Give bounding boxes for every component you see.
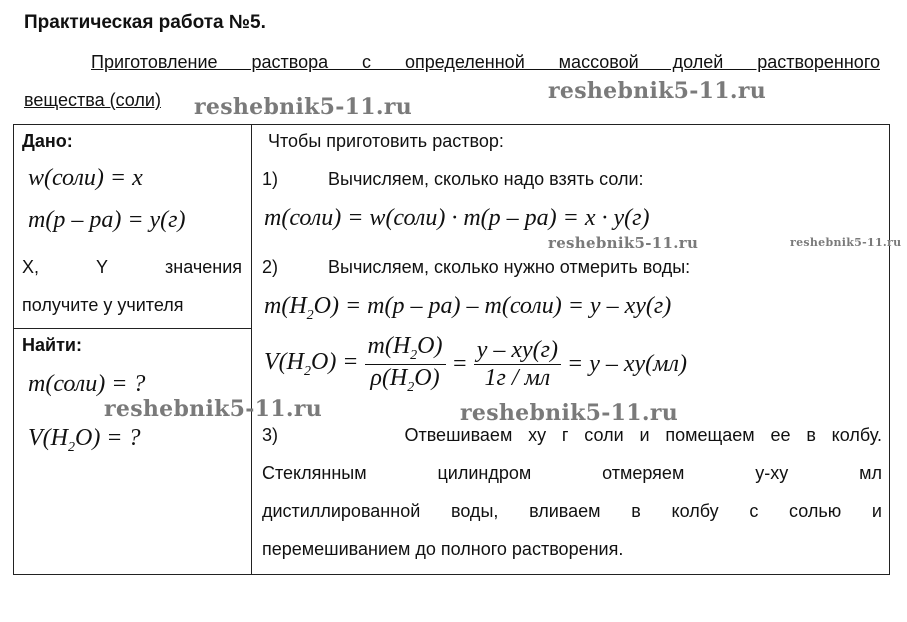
given-note-line2: получите у учителя [22, 295, 184, 315]
find-formula-water-volume: $V(H_2O)$ = ? [28, 425, 141, 455]
watermark: reshebnik5-11.ru [104, 396, 323, 422]
page-title: Практическая работа №5. [24, 12, 266, 33]
watermark: reshebnik5-11.ru [460, 400, 679, 426]
water-mass-over-density-fraction: $\frac{m(H_2O)}{\rho(H_2O)}$ [365, 333, 446, 396]
given-label: Дано: [22, 131, 73, 151]
find-formula-salt-mass: m(соли) = ? [28, 371, 146, 397]
solution-cell [252, 125, 890, 575]
watermark: reshebnik5-11.ru [790, 236, 902, 249]
step3-line2: Стеклянным цилиндром отмеряем y-xy мл [262, 463, 882, 483]
given-note-line1: X, Y значения [22, 257, 242, 277]
step2-water-mass-formula: $m(H_2O) = m(р - ра)$ – m(соли) = y – xy(г) [264, 293, 672, 323]
step2-water-volume-formula: $V(H_2O)$ = $\frac{m(H_2O)}{\rho(H_2O)}$ = $\frac{y - xy(г)}{1г / мл}$ = y – xy(мл) [264, 333, 687, 395]
step3-line4: перемешиванием до полного растворения. [262, 539, 624, 559]
step1-formula: m(соли) = w(соли) · m(р – ра) = x · y(г) [264, 205, 650, 231]
step1-number: 1) [262, 169, 279, 189]
find-cell [14, 329, 252, 575]
step2-text: Вычисляем, сколько нужно отмерить воды: [328, 257, 691, 277]
watermark: reshebnik5-11.ru [548, 78, 767, 104]
solution-intro: Чтобы приготовить раствор: [268, 131, 504, 151]
watermark: reshebnik5-11.ru [548, 234, 699, 252]
work-table [13, 124, 890, 575]
watermark: reshebnik5-11.ru [194, 94, 413, 120]
given-cell [14, 125, 252, 329]
work-subtitle-line2: вещества (соли) [24, 90, 161, 110]
step3-line3: дистиллированной воды, вливаем в колбу с солью и [262, 501, 882, 521]
given-formula-salt-fraction: w(соли) = x [28, 165, 143, 191]
given-formula-solution-mass: m(р – ра) = y(г) [28, 207, 186, 233]
step2-number: 2) [262, 257, 279, 277]
mass-over-density-value-fraction: $\frac{y - xy(г)}{1г / мл}$ [474, 337, 561, 392]
find-label: Найти: [22, 335, 82, 355]
step3-line1: 3) Отвешиваем xy г соли и помещаем ее в колбу. [262, 425, 882, 445]
work-subtitle-line1: Приготовление раствора с определенной массовой долей растворенного [91, 52, 880, 72]
step1-text: Вычисляем, сколько надо взять соли: [328, 169, 644, 189]
